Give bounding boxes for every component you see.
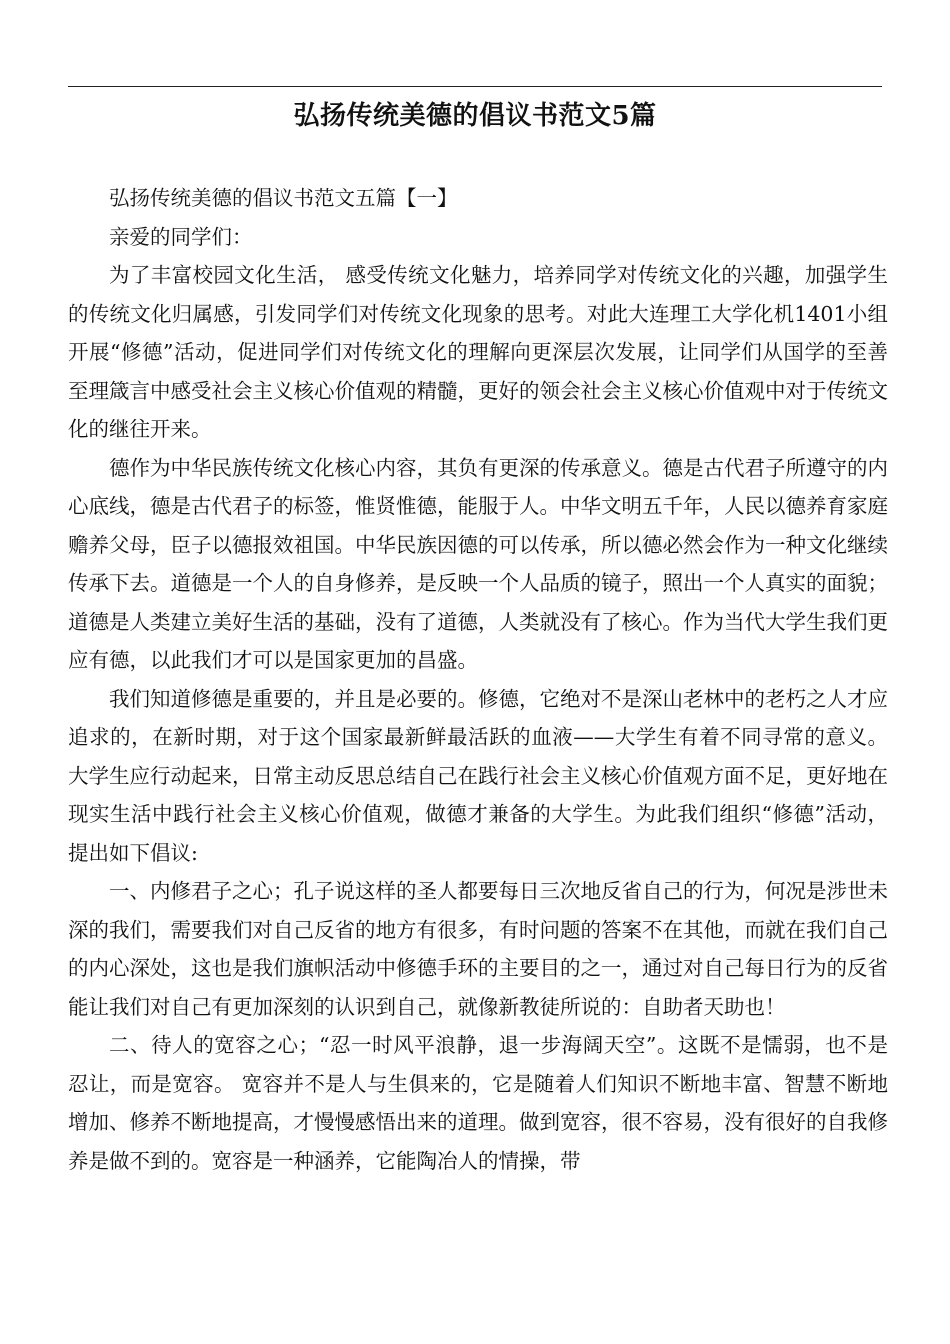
document-body — [68, 179, 888, 1180]
body-paragraph: 二、待人的宽容之心；“忍一时风平浪静，退一步海阔天空”。这既不是懦弱，也不是忍让，而是宽容。 宽容并不是人与生俱来的，它是随着人们知识不断地丰富、智慧不断地增加、修养不断地提高，才慢慢感悟出来的道理。做到宽容，很不容易，没有很好的自我修养是做不到的。宽容是一种涵养，它能陶冶人的情操，带 — [68, 1033, 888, 1173]
body-paragraph: 为了丰富校园文化生活， 感受传统文化魅力，培养同学对传统文化的兴趣，加强学生的传统文化归属感，引发同学们对传统文化现象的思考。对此大连理工大学化机1401小组开展“修德”活动，促进同学们对传统文化的理解向更深层次发展，让同学们从国学的至善至理箴言中感受社会主义核心价值观的精髓，更好的领会社会主义核心价值观中对于传统文化的继往开来。 — [68, 263, 888, 441]
body-paragraph: 一、内修君子之心；孔子说这样的圣人都要每日三次地反省自己的行为，何况是涉世未深的我们，需要我们对自己反省的地方有很多，有时问题的答案不在其他，而就在我们自己的内心深处，这也是我们旗帜活动中修德手环的主要目的之一，通过对自己每日行为的反省能让我们对自己有更加深刻的认识到自己，就像新教徒所说的：自助者天助也！ — [68, 879, 888, 1019]
salutation: 亲爱的同学们： — [109, 224, 253, 249]
header-rule — [68, 86, 882, 87]
document-title: 弘扬传统美德的倡议书范文5篇 — [293, 101, 657, 131]
body-paragraph: 德作为中华民族传统文化核心内容，其负有更深的传承意义。德是古代君子所遵守的内心底线，德是古代君子的标签，惟贤惟德，能服于人。中华文明五千年，人民以德养育家庭赡养父母，臣子以德报效祖国。中华民族因德的可以传承，所以德必然会作为一种文化继续传承下去。道德是一个人的自身修养，是反映一个人品质的镜子，照出一个人真实的面貌；道德是人类建立美好生活的基础，没有了道德，人类就没有了核心。作为当代大学生我们更应有德，以此我们才可以是国家更加的昌盛。 — [68, 455, 888, 672]
body-paragraph: 我们知道修德是重要的，并且是必要的。修德，它绝对不是深山老林中的老朽之人才应追求的，在新时期，对于这个国家最新鲜最活跃的血液——大学生有着不同寻常的意义。 大学生应行动起来，日常主动反思总结自己在践行社会主义核心价值观方面不足，更好地在现实生活中践行社会主义核心价值观，做德才兼备的大学生。为此我们组织“修德”活动，提出如下倡议: — [68, 686, 888, 865]
section-heading: 弘扬传统美德的倡议书范文五篇【一】 — [109, 186, 458, 210]
